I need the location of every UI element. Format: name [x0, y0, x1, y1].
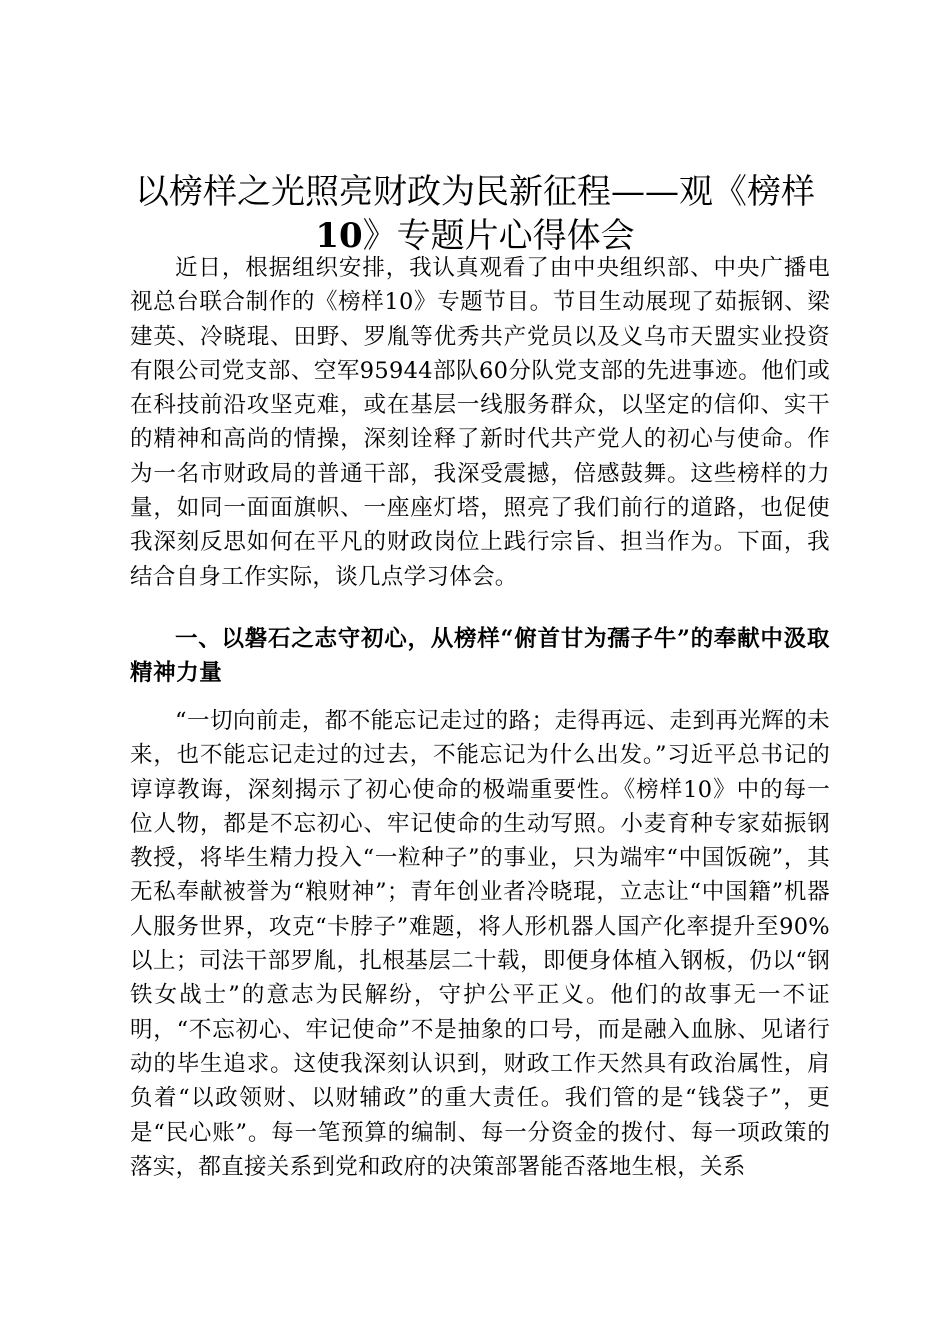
document-title [110, 170, 840, 258]
section-1-paragraph: “一切向前走，都不能忘记走过的路；走得再远、走到再光辉的未来，也不能忘记走过的过去，不能忘记为什么出发。”习近平总书记的谆谆教诲，深刻揭示了初心使命的极端重要性。《榜样10》中的每一位人物，都是不忘初心、牢记使命的生动写照。小麦育种专家茹振钢教授，将毕生精力投入“一粒种子”的事业，只为端牢“中国饭碗”，其无私奉献被誉为“粮财神”；青年创业者冷晓琨，立志让“中国籍”机器人服务世界，攻克“卡脖子”难题，将人形机器人国产化率提升至90%以上；司法干部罗胤，扎根基层二十载，即便身体植入钢板，仍以“钢铁女战士”的意志为民解纷，守护公平正义。他们的故事无一不证明，“不忘初心、牢记使命”不是抽象的口号，而是融入血脉、见诸行动的毕生追求。这使我深刻认识到，财政工作天然具有政治属性，肩负着“以政领财、以财辅政”的重大责任。我们管的是“钱袋子”，更是“民心账”。每一笔预算的编制、每一分资金的拨付、每一项政策的落实，都直接关系到党和政府的决策部署能否落地生根，关系 [130, 708, 830, 1180]
title-line-1: 以榜样之光照亮财政为民新征程——观《榜样 [135, 172, 815, 212]
intro-paragraph: 近日，根据组织安排，我认真观看了由中央组织部、中央广播电视总台联合制作的《榜样10》专题节目。节目生动展现了茹振钢、梁建英、冷晓琨、田野、罗胤等优秀共产党员以及义乌市天盟实业投资有限公司党支部、空军95944部队60分队党支部的先进事迹。他们或在科技前沿攻坚克难，或在基层一线服务群众，以坚定的信仰、实干的精神和高尚的情操，深刻诠释了新时代共产党人的初心与使命。作为一名市财政局的普通干部，我深受震撼，倍感鼓舞。这些榜样的力量，如同一面面旗帜、一座座灯塔，照亮了我们前行的道路，也促使我深刻反思如何在平凡的财政岗位上践行宗旨、担当作为。下面，我结合自身工作实际，谈几点学习体会。 [130, 255, 830, 590]
title-number: 10 [315, 216, 363, 256]
title-line-2: 》专题片心得体会 [362, 216, 635, 256]
section-heading-1: 一、以磐石之志守初心，从榜样“俯首甘为孺子牛”的奉献中汲取精神力量 [130, 626, 830, 686]
